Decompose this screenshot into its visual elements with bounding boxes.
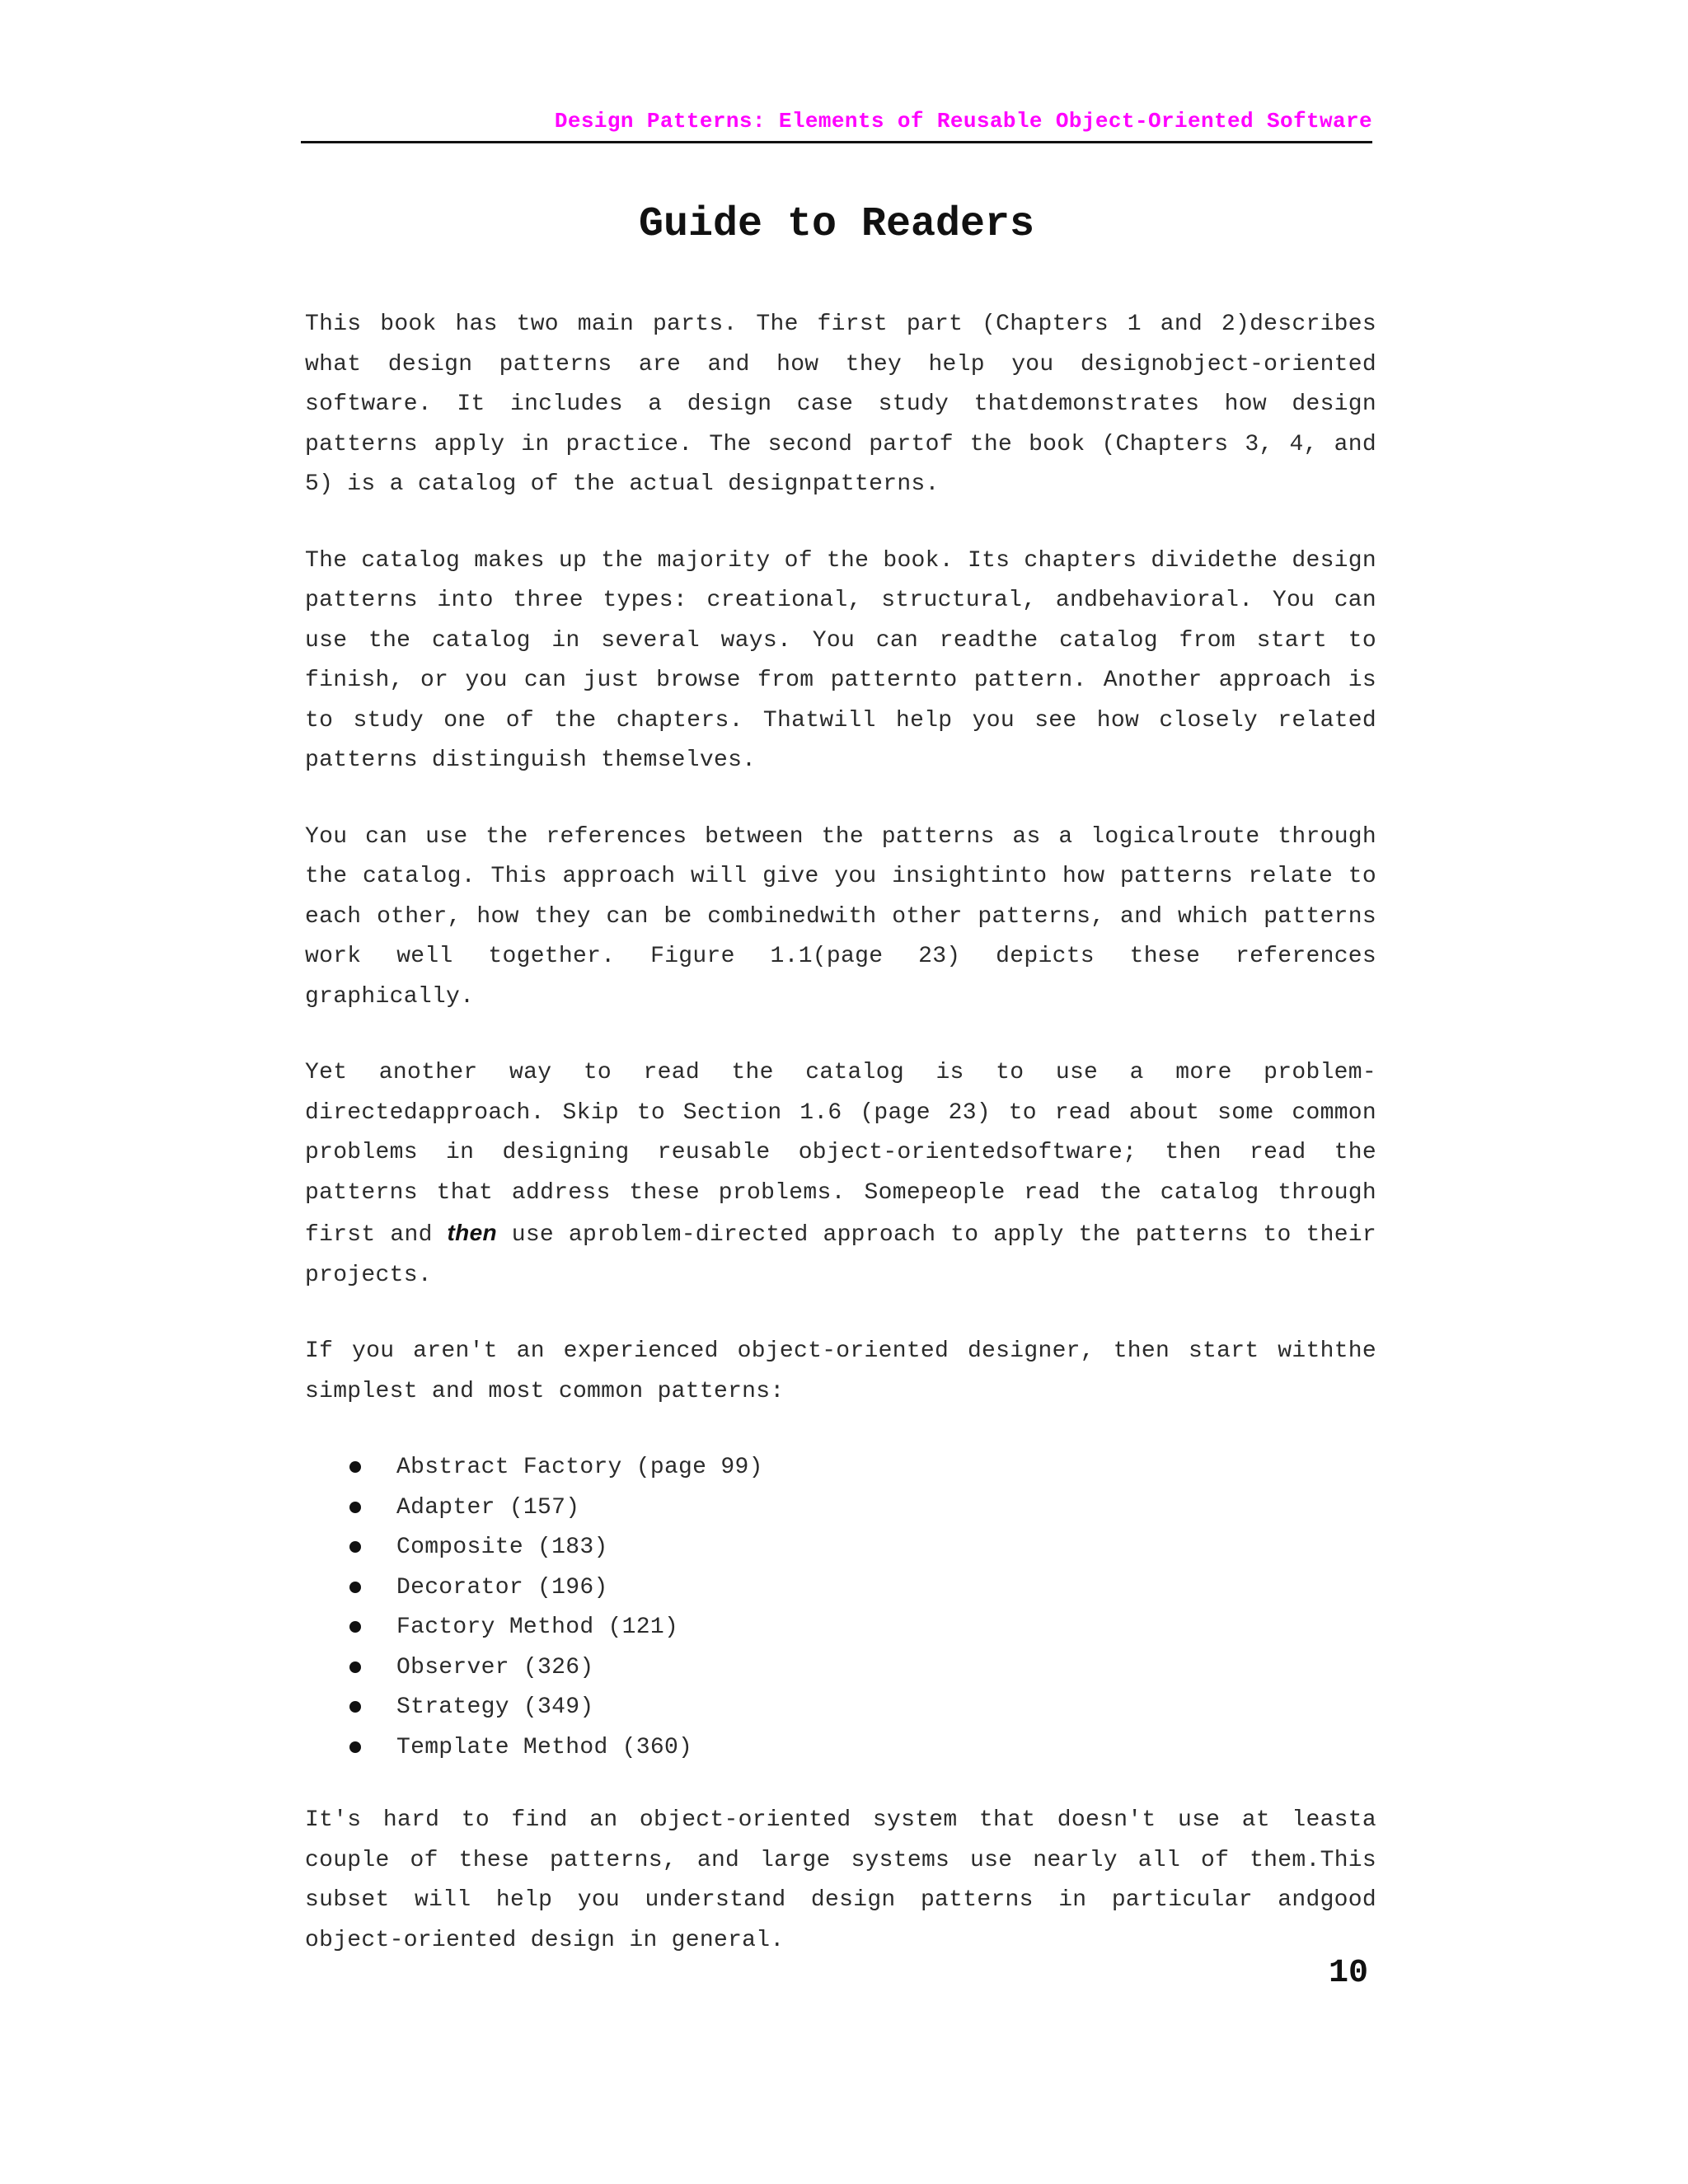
paragraph-subset-summary: It's hard to find an object-oriented system that doesn't use at leasta couple of these patterns, and large systems use nearly all of them.This subset will help you understand design patterns in particular andgood object-oriented design in general. (305, 1807, 1376, 1953)
header-rule (301, 141, 1372, 143)
list-item (305, 1608, 1376, 1648)
list-item-text: Composite (183) (396, 1535, 608, 1560)
page-number: 10 (1328, 1955, 1368, 1992)
body-text (305, 305, 1376, 1997)
list-item (305, 1728, 1376, 1769)
paragraph-catalog-usage: The catalog makes up the majority of the book. Its chapters dividethe design patterns into three types: creational, structural, andbehavioral. You can use the catalog in several ways. You can readthe catalog from start to finish, or you can just browse from patternto pattern. Another approach is to study one of the chapters. Thatwill help you see how closely related patterns distinguish themselves. (305, 547, 1376, 773)
bullet-icon (349, 1661, 361, 1673)
paragraph-start-simple: If you aren't an experienced object-oriented designer, then start withthe simplest and most common patterns: (305, 1338, 1376, 1404)
list-item-text: Observer (326) (396, 1654, 594, 1680)
list-item-text: Template Method (360) (396, 1734, 693, 1760)
list-item (305, 1688, 1376, 1728)
list-item (305, 1528, 1376, 1568)
bullet-icon (349, 1502, 361, 1513)
bullet-icon (349, 1541, 361, 1553)
list-item (305, 1568, 1376, 1609)
list-item-text: Abstract Factory (page 99) (396, 1455, 763, 1480)
paragraph-references-route: You can use the references between the patterns as a logicalroute through the catalog. This approach will give you insightinto how patterns relate to each other, how they can be combinedwith other patterns, and which patterns work well together. Figure 1.1(page 23) depicts these references graphically. (305, 823, 1376, 1010)
bullet-icon (349, 1621, 361, 1633)
paragraph-problem-directed (305, 1053, 1376, 1296)
list-item-text: Decorator (196) (396, 1574, 608, 1601)
chapter-title: Guide to Readers (638, 201, 1035, 248)
bullet-icon (349, 1741, 361, 1753)
list-item (305, 1488, 1376, 1529)
bullet-icon (349, 1461, 361, 1473)
bullet-icon (349, 1582, 361, 1593)
list-item (305, 1448, 1376, 1488)
paragraph-book-parts: This book has two main parts. The first part (Chapters 1 and 2)describes what design patterns are and how they help you designobject-oriented software. It includes a design case study thatdemonstrates how design patterns apply in practice. The second partof the book (Chapters 3, 4, and 5) is a catalog of the actual designpatterns. (305, 312, 1376, 497)
list-item-text: Strategy (349) (396, 1694, 594, 1720)
paragraph-text-part: Yet another way to read the catalog is to use a more problem-directedapproach. Skip to Section 1.6 (page 23) to read about some common problems in designing reusable object-orientedsoftware; then read the patterns that address these problems. Somepeople read the catalog through first and (305, 1060, 1376, 1248)
emphasis-then: then (447, 1220, 497, 1245)
list-item (305, 1648, 1376, 1689)
list-item-text: Factory Method (121) (396, 1615, 679, 1640)
bullet-icon (349, 1701, 361, 1713)
paragraph-text-part: use aproblem-directed approach to apply the patterns to their projects. (305, 1222, 1377, 1288)
list-item-text: Adapter (157) (396, 1494, 580, 1521)
running-header: Design Patterns: Elements of Reusable Object-Oriented Software (554, 109, 1372, 134)
common-patterns-list (305, 1448, 1376, 1768)
